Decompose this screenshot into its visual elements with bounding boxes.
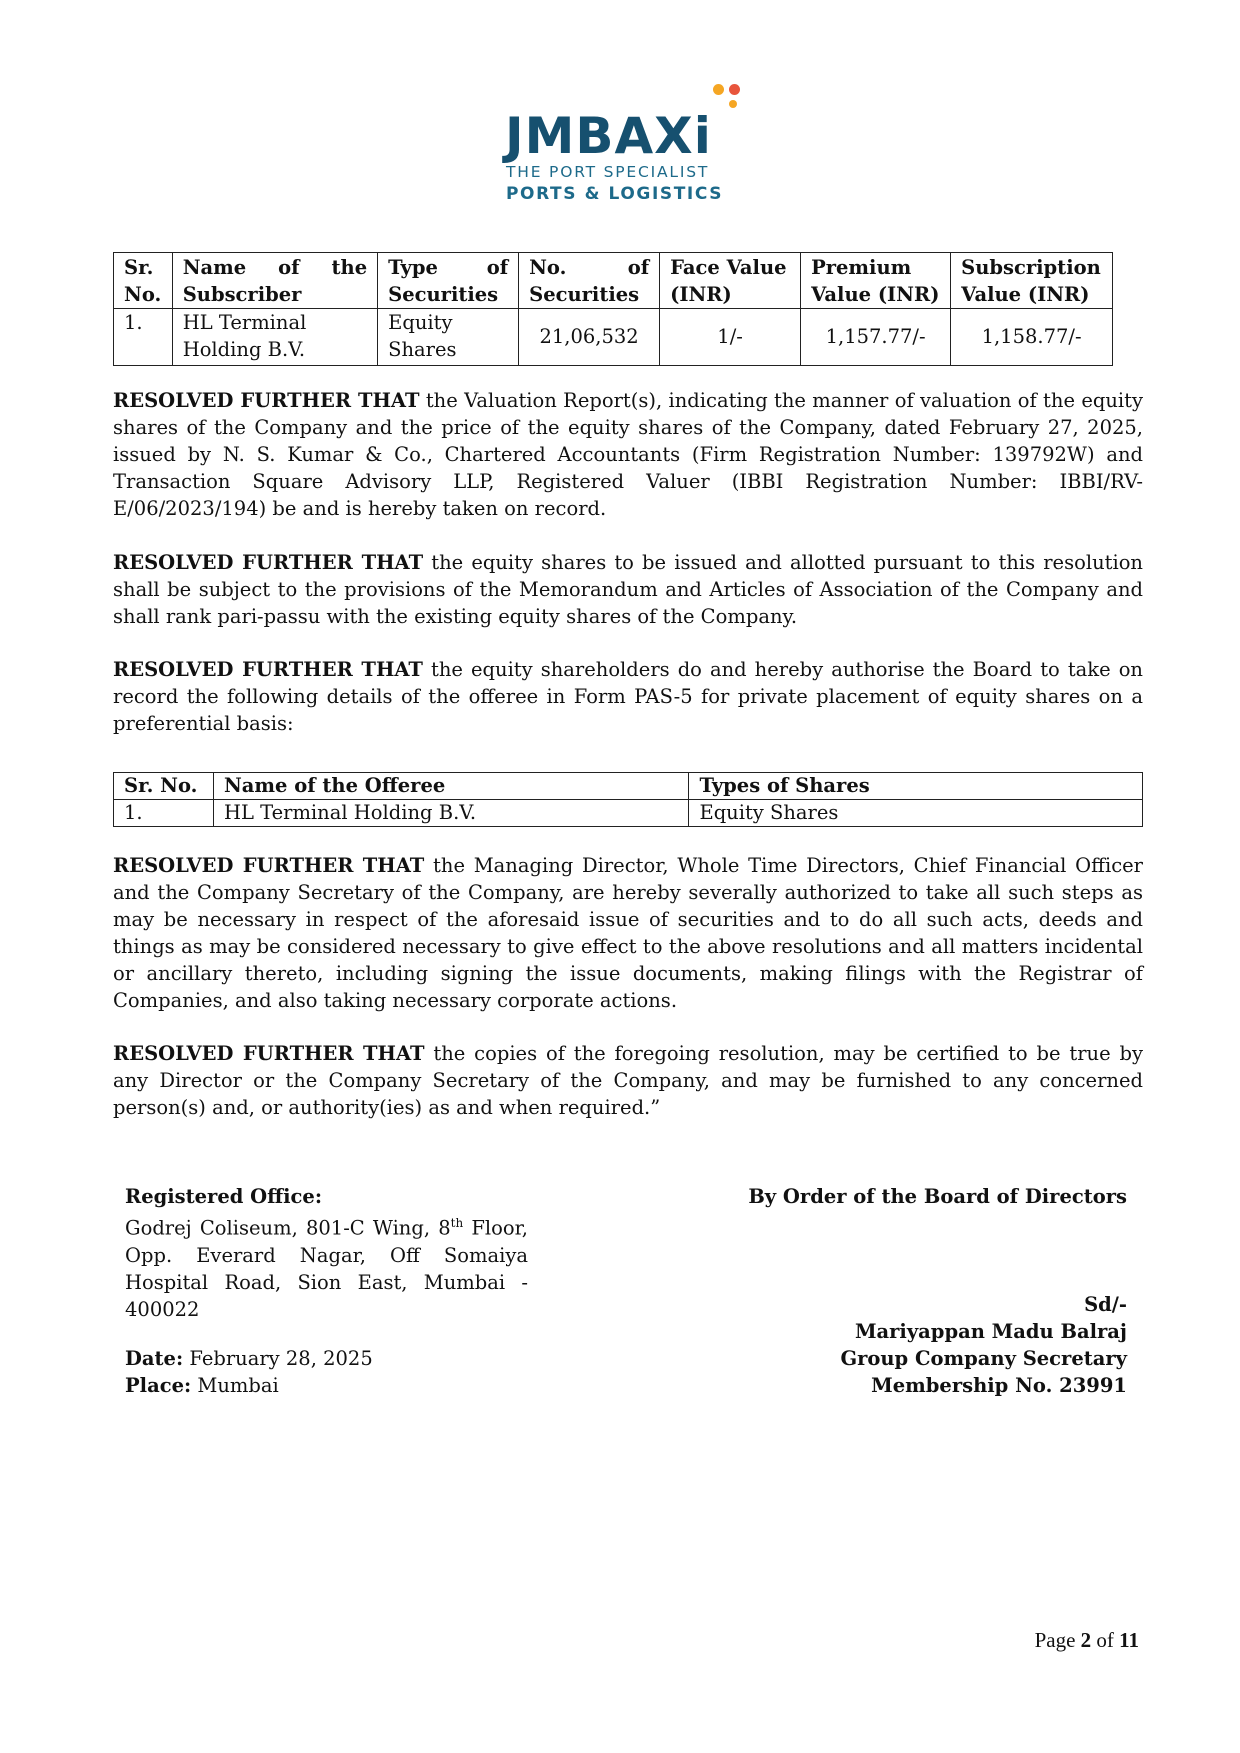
registered-office-label: Registered Office:	[125, 1185, 323, 1208]
cell-number: 21,06,532	[519, 309, 660, 366]
resolution-text: the Valuation Report(s), indicating the manner of valuation of the equity shares of the Company and the price of the equity shares of the Company, dated February 27, 2025, issued by N. S. Kumar & Co., Chartered Accountants (Firm Registration Number: 139792W) and Transaction Square Advisory LLP, Registered Valuer (IBBI Registration Number: IBBI/RV-E/06/2023/194) be and is hereby taken on record.	[113, 389, 1143, 520]
board-order: By Order of the Board of Directors	[748, 1185, 1127, 1208]
table-row	[114, 309, 1113, 366]
place-line: Place: Mumbai	[125, 1374, 279, 1397]
signatory-designation: Group Company Secretary	[840, 1347, 1127, 1370]
logo-wordmark: JMBAXi	[505, 107, 712, 165]
header-offeree-name: Name of the Offeree	[213, 773, 689, 800]
cell-sr: 1.	[114, 309, 173, 366]
offeree-table	[113, 772, 1143, 827]
logo-dot-orange-small	[729, 100, 737, 108]
table-header-row	[114, 773, 1143, 800]
resolution-text: the equity shares to be issued and allotted pursuant to this resolution shall be subject to the provisions of the Memorandum and Articles of Association of the Company and shall rank pari-passu with the existing equity shares of the Company.	[113, 551, 1143, 628]
resolution-paragraph-1	[113, 387, 1143, 522]
header-face-value: Face Value (INR)	[660, 253, 801, 309]
page-number: Page 2 of 11	[1034, 1628, 1139, 1652]
cell-security-type: Equity Shares	[378, 309, 519, 366]
header-subscription: Subscription Value (INR)	[951, 253, 1113, 309]
header-sr-no: Sr. No.	[114, 253, 173, 309]
registered-office	[125, 1183, 528, 1323]
header-type: Type of Securities	[378, 253, 519, 309]
membership-number: Membership No. 23991	[871, 1374, 1127, 1397]
resolution-paragraph-2	[113, 549, 1143, 630]
cell-sr: 1.	[114, 800, 214, 827]
resolution-lead: RESOLVED FURTHER THAT	[113, 854, 425, 877]
cell-offeree-name: HL Terminal Holding B.V.	[213, 800, 689, 827]
resolution-text: the equity shareholders do and hereby authorise the Board to take on record the following details of the offeree in Form PAS-5 for private placement of equity shares on a preferential basis:	[113, 658, 1143, 735]
cell-share-type: Equity Shares	[689, 800, 1143, 827]
resolution-paragraph-3	[113, 656, 1143, 737]
resolution-lead: RESOLVED FURTHER THAT	[113, 389, 420, 412]
logo-dot-orange	[713, 84, 724, 95]
table-header-row	[114, 253, 1113, 309]
logo-tagline: THE PORT SPECIALIST	[506, 163, 710, 181]
signature-block	[627, 1291, 1127, 1399]
logo-subtitle: PORTS & LOGISTICS	[506, 184, 724, 204]
header-sr-no: Sr. No.	[114, 773, 214, 800]
date-place	[125, 1345, 373, 1399]
signatory-name: Mariyappan Madu Balraj	[854, 1320, 1127, 1343]
signature-sd: Sd/-	[1084, 1293, 1127, 1316]
resolution-lead: RESOLVED FURTHER THAT	[113, 1042, 425, 1065]
resolution-lead: RESOLVED FURTHER THAT	[113, 551, 424, 574]
header-share-type: Types of Shares	[689, 773, 1143, 800]
logo-dot-red	[729, 84, 740, 95]
resolution-paragraph-5	[113, 1040, 1143, 1121]
header-subscriber: Name of the Subscriber	[172, 253, 377, 309]
resolution-lead: RESOLVED FURTHER THAT	[113, 658, 423, 681]
cell-subscriber-name: HL Terminal Holding B.V.	[172, 309, 377, 366]
table-row	[114, 800, 1143, 827]
header-number: No. of Securities	[519, 253, 660, 309]
resolution-text: the Managing Director, Whole Time Directors, Chief Financial Officer and the Company Secretary of the Company, are hereby severally authorized to take all such steps as may be necessary in respect of the aforesaid issue of securities and to do all such acts, deeds and things as may be considered necessary to give effect to the above resolutions and all matters incidental or ancillary thereto, including signing the issue documents, making filings with the Registrar of Companies, and also taking necessary corporate actions.	[113, 854, 1143, 1012]
resolution-paragraph-4	[113, 852, 1143, 1014]
registered-office-address: Godrej Coliseum, 801-C Wing, 8th Floor, Opp. Everard Nagar, Off Somaiya Hospital Road, Sion East, Mumbai - 400022	[125, 1216, 528, 1321]
resolution-text: the copies of the foregoing resolution, may be certified to be true by any Director or the Company Secretary of the Company, and may be furnished to any concerned person(s) and, or authority(ies) as and when required.”	[113, 1042, 1143, 1119]
securities-table	[113, 252, 1113, 366]
cell-premium: 1,157.77/-	[801, 309, 951, 366]
company-logo	[505, 82, 745, 202]
cell-face-value: 1/-	[660, 309, 801, 366]
header-premium: Premium Value (INR)	[801, 253, 951, 309]
date-line: Date: February 28, 2025	[125, 1347, 373, 1370]
cell-subscription: 1,158.77/-	[951, 309, 1113, 366]
